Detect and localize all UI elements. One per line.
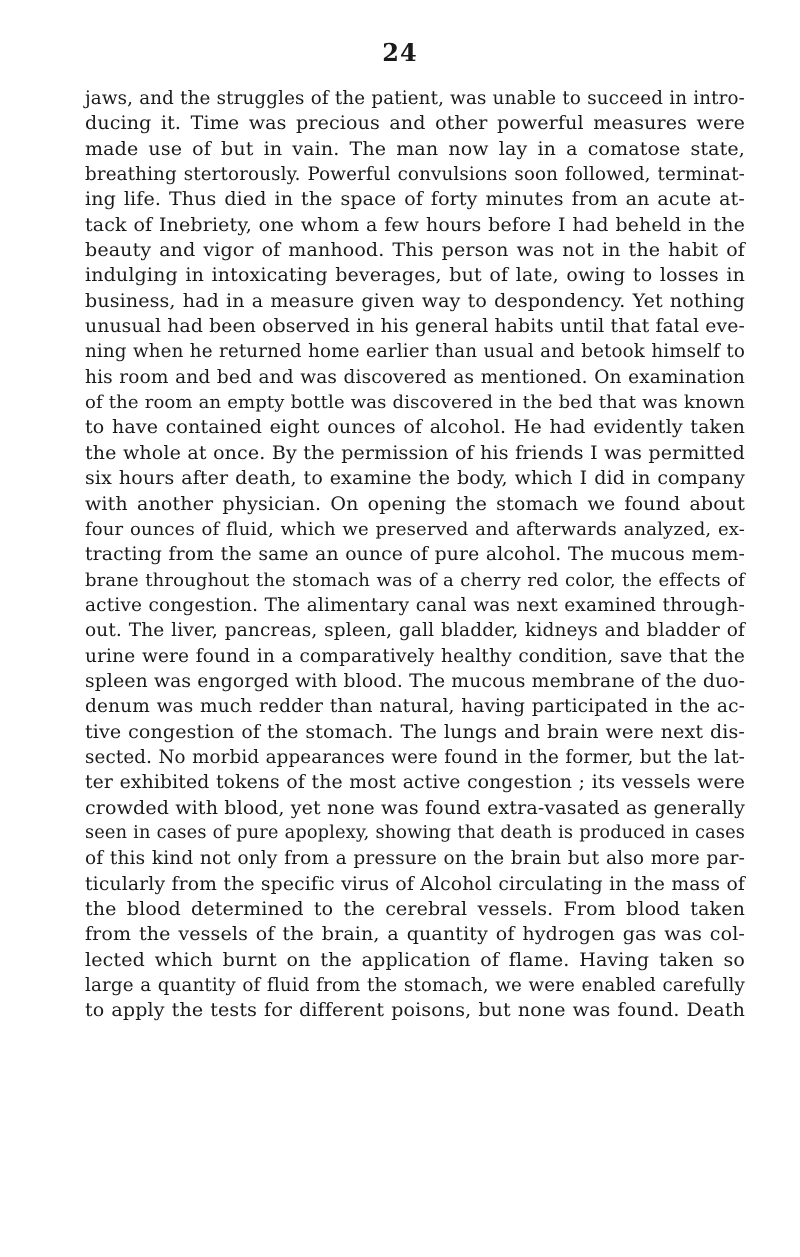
text-line: to have contained eight ounces of alcohol. He had evidently taken bbox=[85, 416, 745, 439]
text-line: six hours after death, to examine the body, which I did in company bbox=[85, 467, 745, 490]
text-line: the whole at once. By the permission of his friends I was permitted bbox=[85, 441, 745, 464]
text-line: to apply the tests for different poisons, but none was found. Death bbox=[85, 999, 745, 1022]
text-line: jaws, and the struggles of the patient, was unable to succeed in intro- bbox=[85, 88, 745, 109]
body-text bbox=[85, 86, 745, 1024]
text-line: out. The liver, pancreas, spleen, gall bladder, kidneys and bladder of bbox=[85, 620, 745, 642]
text-line: ing life. Thus died in the space of forty minutes from an acute at- bbox=[85, 188, 745, 211]
text-line: made use of but in vain. The man now lay in a comatose state, bbox=[85, 137, 745, 160]
text-line: urine were found in a comparatively healthy condition, save that the bbox=[85, 645, 745, 667]
text-line: breathing stertorously. Powerful convulsions soon followed, terminat- bbox=[85, 164, 745, 186]
text-line: of this kind not only from a pressure on the brain but also more par- bbox=[85, 848, 745, 870]
text-line: ter exhibited tokens of the most active congestion ; its vessels were bbox=[85, 772, 745, 794]
text-line: beauty and vigor of manhood. This person was not in the habit of bbox=[85, 239, 745, 262]
text-line: from the vessels of the brain, a quantity of hydrogen gas was col- bbox=[85, 923, 745, 946]
text-line: lected which burnt on the application of flame. Having taken so bbox=[85, 948, 745, 971]
text-line: ning when he returned home earlier than usual and betook himself to bbox=[85, 341, 745, 363]
text-line: tracting from the same an ounce of pure alcohol. The mucous mem- bbox=[85, 544, 745, 566]
text-line: his room and bed and was discovered as mentioned. On examination bbox=[85, 366, 745, 388]
text-line: crowded with blood, yet none was found extra-vasated as generally bbox=[85, 796, 745, 819]
text-line: indulging in intoxicating beverages, but of late, owing to losses in bbox=[85, 264, 745, 287]
text-line: with another physician. On opening the stomach we found about bbox=[85, 492, 745, 515]
text-line: business, had in a measure given way to despondency. Yet nothing bbox=[85, 289, 745, 312]
text-line: four ounces of fluid, which we preserved and afterwards analyzed, ex- bbox=[85, 518, 745, 540]
text-line: unusual had been observed in his general habits until that fatal eve- bbox=[85, 316, 745, 338]
text-line: the blood determined to the cerebral vessels. From blood taken bbox=[85, 898, 745, 920]
text-line: large a quantity of fluid from the stomach, we were enabled carefully bbox=[85, 975, 745, 997]
text-line: of the room an empty bottle was discovered in the bed that was known bbox=[85, 392, 745, 414]
text-line: tack of Inebriety, one whom a few hours before I had beheld in the bbox=[85, 213, 745, 236]
page-number: 24 bbox=[382, 38, 418, 67]
text-line: brane throughout the stomach was of a cherry red color, the effects of bbox=[85, 569, 745, 591]
text-line: tive congestion of the stomach. The lungs and brain were next dis- bbox=[85, 720, 745, 743]
text-line: spleen was engorged with blood. The mucous membrane of the duo- bbox=[85, 670, 746, 692]
text-line: denum was much redder than natural, having participated in the ac- bbox=[85, 696, 745, 718]
text-line: ducing it. Time was precious and other powerful measures were bbox=[85, 112, 745, 135]
text-line: sected. No morbid appearances were found in the former, but the lat- bbox=[85, 746, 745, 768]
text-line: ticularly from the specific virus of Alcohol circulating in the mass of bbox=[85, 873, 745, 895]
text-line: seen in cases of pure apoplexy, showing that death is produced in cases bbox=[85, 822, 745, 843]
text-line: active congestion. The alimentary canal was next examined through- bbox=[85, 594, 745, 616]
